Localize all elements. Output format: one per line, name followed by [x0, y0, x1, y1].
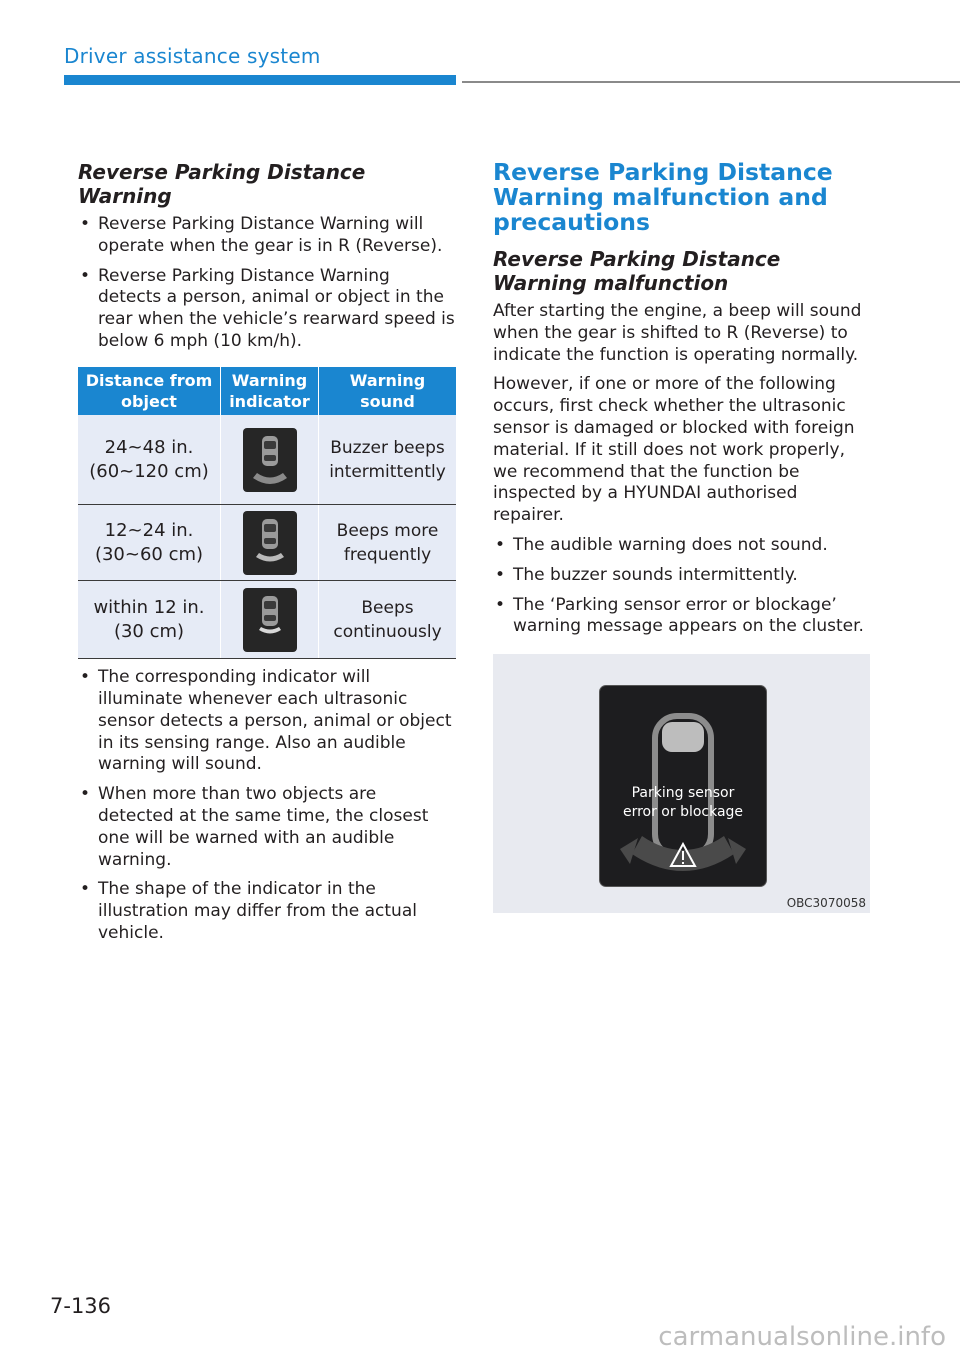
rear-sensor-far-icon — [243, 428, 297, 492]
sound-cell: Buzzer beeps intermittently — [319, 415, 457, 505]
distance-cell — [78, 415, 221, 505]
paragraph: After starting the engine, a beep will sound when the gear is shifted to R (Reverse) to indicate the function is operating normally. — [493, 301, 862, 365]
left-column — [78, 160, 456, 953]
list-item: • The ‘Parking sensor error or blockage’ warning message appears on the cluster. — [493, 595, 873, 639]
list-item: • The shape of the indicator in the illustration may differ from the actual vehicle. — [78, 879, 456, 944]
page-number: 7-136 — [50, 1294, 112, 1318]
bullets-bottom — [78, 667, 456, 945]
subhead-malfunction: Reverse Parking Distance Warning malfunction — [493, 247, 781, 295]
watermark: carmanualsonline.info — [658, 1322, 946, 1352]
list-item: • The corresponding indicator will illuminate whenever each ultrasonic sensor detects a person, animal or object in its sensing range. Also an audible warning will sound. — [78, 667, 456, 776]
list-item: • Reverse Parking Distance Warning detects a person, animal or object in the rear when the vehicle’s rearward speed is below 6 mph (10 km/h). — [78, 266, 456, 353]
rear-sensor-close-icon — [243, 588, 297, 652]
cluster-message-line2: error or blockage — [622, 804, 744, 821]
list-item: • The buzzer sounds intermittently. — [493, 565, 873, 587]
distance-line1: 12~24 in. — [104, 519, 194, 541]
cluster-message — [600, 784, 766, 822]
section-title: Reverse Parking Distance Warning malfunction and precautions — [493, 158, 833, 236]
col-header-sound: Warning sound — [319, 367, 457, 415]
distance-line1: 24~48 in. — [104, 436, 194, 458]
col-header-indicator: Warning indicator — [221, 367, 319, 415]
header-rule — [462, 81, 960, 83]
distance-line1: within 12 in. — [93, 596, 205, 618]
table-row — [78, 415, 456, 505]
sound-cell: Beeps more frequently — [319, 505, 457, 581]
indicator-cell — [221, 415, 319, 505]
distance-cell — [78, 581, 221, 659]
cluster-message-line1: Parking sensor — [631, 785, 735, 802]
table-header-row — [78, 367, 456, 415]
paragraph: However, if one or more of the following occurs, first check whether the ultrasonic sensor is damaged or blocked with foreign material. If it still does not work properly, we recommend that the function be inspected by a HYUNDAI authorised repairer. — [493, 374, 855, 526]
running-header: Driver assistance system — [64, 44, 321, 68]
indicator-cell — [221, 581, 319, 659]
header-rule-accent — [64, 75, 456, 85]
distance-line2: (60~120 cm) — [89, 460, 209, 482]
cluster-display — [599, 685, 767, 887]
figure-code: OBC3070058 — [786, 896, 866, 911]
list-item: • When more than two objects are detected at the same time, the closest one will be warned with an audible warning. — [78, 784, 456, 871]
malfunction-bullets — [493, 535, 873, 638]
table-row — [78, 505, 456, 581]
warning-table — [78, 367, 456, 660]
warning-triangle-icon — [669, 842, 697, 868]
right-column — [493, 160, 873, 913]
cluster-figure — [493, 654, 870, 913]
subhead-rpdw: Reverse Parking Distance Warning — [78, 160, 366, 208]
list-item: • Reverse Parking Distance Warning will operate when the gear is in R (Reverse). — [78, 214, 456, 258]
list-item: • The audible warning does not sound. — [493, 535, 873, 557]
rear-sensor-near-icon — [243, 511, 297, 575]
table-row — [78, 581, 456, 659]
distance-line2: (30~60 cm) — [94, 543, 204, 565]
bullets-top — [78, 214, 456, 353]
distance-line2: (30 cm) — [113, 620, 185, 642]
sound-cell: Beeps continuously — [319, 581, 457, 659]
indicator-cell — [221, 505, 319, 581]
col-header-distance: Distance from object — [78, 367, 221, 415]
distance-cell — [78, 505, 221, 581]
